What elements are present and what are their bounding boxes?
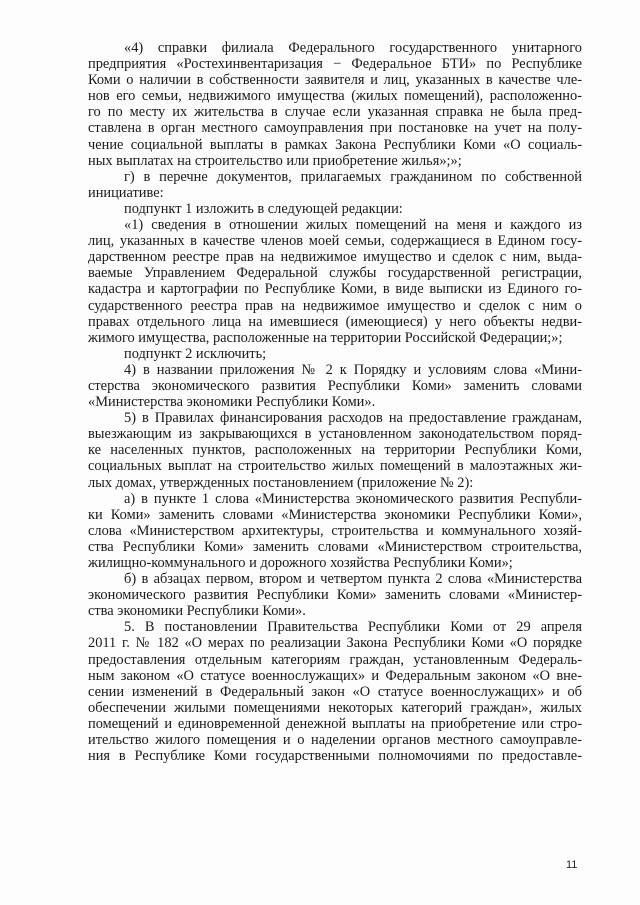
text-line: ставлена в орган местного самоуправления при постановке на учет на полу- (88, 120, 582, 137)
text-line: б) в абзацах первом, втором и четвертом пункта 2 слова «Министерства (124, 571, 582, 588)
text-line: го по месту их жительства в случае если указанная справка не была пред- (88, 104, 582, 121)
text-line: «1) сведения в отношении жилых помещений на меня и каждого из (124, 217, 582, 234)
text-line: ке населенных пунктов, расположенных на территории Республики Коми, (88, 442, 582, 459)
text-line: выезжающим из закрывающихся в установленном законодательством поряд- (88, 426, 582, 443)
text-line: экономического развития Республики Коми» заменить словами «Министер- (88, 587, 582, 604)
text-line: нов его семьи, недвижимого имущества (жилых помещений), расположенно- (88, 88, 582, 105)
text-line: 5. В постановлении Правительства Республики Коми от 29 апреля (124, 619, 582, 636)
text-line: подпункт 1 изложить в следующей редакции: (124, 200, 403, 217)
text-line: чение социальной выплаты в рамках Закона Республики Коми «О социаль- (88, 136, 582, 153)
text-line: помещений и единовременной денежной выплаты на приобретение или стро- (88, 715, 582, 732)
text-line: 5) в Правилах финансирования расходов на предоставление гражданам, (124, 410, 582, 427)
text-line: предоставления отдельным категориям граждан, установленным Федераль- (88, 651, 582, 668)
text-line: стерства экономического развития Республики Коми» заменить словами (88, 377, 582, 394)
text-line: сении изменений в Федеральный закон «О статусе военнослужащих» и об (88, 683, 582, 700)
text-line: 2011 г. № 182 «О мерах по реализации Закона Республики Коми «О порядке (88, 635, 582, 652)
text-line: правах отдельного лица на имевшиеся (имеющиеся) у него объекты недви- (88, 313, 582, 330)
text-line: Коми о наличии в собственности заявителя и лиц, указанных в качестве чле- (88, 72, 582, 89)
text-line: лиц, указанных в качестве членов моей семьи, содержащиеся в Едином госу- (88, 233, 582, 250)
text-line: сударственного реестра прав на недвижимое имущество и сделок с ним о (88, 297, 582, 314)
text-line: ства экономики Республики Коми». (88, 603, 306, 620)
text-line: обеспечении жилыми помещениями некоторых категорий граждан», жилых (88, 699, 582, 716)
text-line: а) в пункте 1 слова «Министерства экономического развития Республи- (124, 490, 582, 507)
text-line: лых домах, утвержденных постановлением (приложение № 2): (88, 474, 474, 491)
text-line: ния в Республике Коми государственными полномочиями по предоставле- (88, 748, 582, 765)
text-line: слова «Министерством архитектуры, строительства и коммунального хозяй- (88, 522, 582, 539)
text-line: ваемые Управлением Федеральной службы государственной регистрации, (88, 265, 582, 282)
text-line: ства Республики Коми» заменить словами «Министерством строительства, (88, 538, 582, 555)
page-number: 11 (566, 859, 578, 871)
document-body (88, 40, 582, 764)
text-line: социальных выплат на строительство жилых помещений в малоэтажных жи- (88, 458, 582, 475)
text-line: дарственном реестре прав на недвижимое имущество и сделок с ним, выда- (88, 249, 582, 266)
text-line: подпункт 2 исключить; (124, 345, 267, 362)
text-line: инициативе: (88, 184, 164, 201)
text-line: кадастра и картографии по Республике Коми, в виде выписки из Единого го- (88, 281, 582, 298)
text-line: жимого имущества, расположенные на территории Российской Федерации;»; (88, 329, 563, 346)
text-line: «Министерства экономики Республики Коми». (88, 394, 376, 411)
text-line: предприятия «Ростехинвентаризация − Федеральное БТИ» по Республике (88, 56, 582, 73)
text-line: г) в перечне документов, прилагаемых гражданином по собственной (124, 168, 582, 185)
text-line: ительство жилого помещения и о наделении органов местного самоуправле- (88, 732, 582, 749)
text-line: 4) в названии приложения № 2 к Порядку и условиям слова «Мини- (124, 361, 582, 378)
text-line: ным законом «О статусе военнослужащих» и Федеральным законом «О вне- (88, 667, 582, 684)
text-line: ных выплатах на строительство или приобретение жилья»;»; (88, 152, 462, 169)
text-line: ки Коми» заменить словами «Министерства экономики Республики Коми», (88, 506, 582, 523)
text-line: «4) справки филиала Федерального государственного унитарного (124, 40, 582, 56)
text-line: жилищно-коммунального и дорожного хозяйства Республики Коми»; (88, 555, 513, 571)
